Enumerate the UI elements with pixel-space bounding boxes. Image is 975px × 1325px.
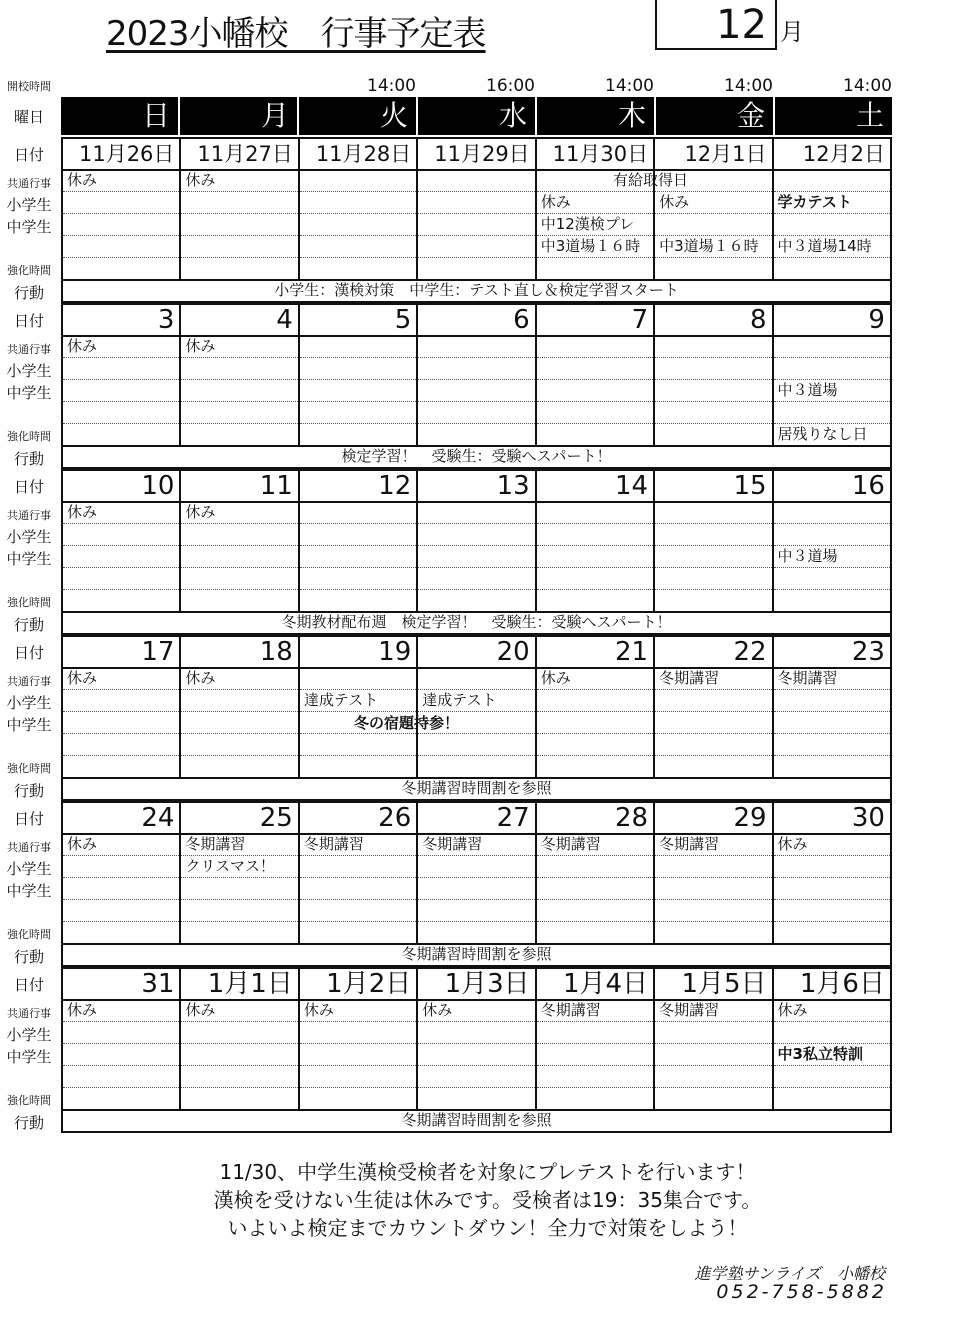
weekday-fri: 金 [656,97,775,135]
action-label: 行動 [13,782,44,800]
date-cell: 6 [418,305,536,335]
event-text: 中３道場 [777,381,838,399]
date-cell: 31 [63,969,181,999]
date-row [63,803,890,835]
event-text: 休み [303,1001,334,1019]
date-cell: 16 [851,471,885,501]
event-grid [63,169,890,281]
day-column [181,335,299,445]
date-cell: 22 [655,637,773,667]
action-label: 行動 [13,1114,44,1132]
event-text: 休み [67,171,98,189]
school-name: 進学塾サンライズ 小幡校 [694,1264,885,1283]
date-cell: 1月1日 [181,969,299,999]
common-label: 共通行事 [7,1007,51,1020]
event-text: 冬期講習 [659,669,720,687]
date-cell: 23 [851,637,885,667]
date-row [63,139,890,171]
event-text: 中12漢検プレ [540,215,635,233]
event-text: 冬期講習 [540,1001,601,1019]
elementary-label: 小学生 [6,196,52,214]
week-block [61,303,892,469]
junior-label: 中学生 [6,218,52,236]
date-cell: 7 [537,305,655,335]
day-column [300,999,418,1109]
event-grid [63,999,890,1111]
day-column [63,833,181,943]
day-column [655,667,773,777]
day-column [63,999,181,1109]
open-time-label: 開校時間 [7,80,51,93]
week-block [61,801,892,967]
day-column [774,169,890,279]
date-row [63,305,890,337]
event-text: 達成テスト [303,691,379,709]
date-cell: 1月2日 [300,969,418,999]
weekday-thu: 木 [537,97,656,135]
phone-number: 052-758-5882 [716,1281,887,1303]
date-cell: 24 [63,803,181,833]
day-column [655,501,773,611]
open-time-sat: 14:00 [843,76,892,96]
event-text: 冬期講習 [303,835,364,853]
day-column [181,833,299,943]
day-column [181,667,299,777]
day-column [63,169,181,279]
event-text: クリスマス！ [185,857,275,875]
event-text: 休み [777,835,808,853]
event-text: 休み [67,835,98,853]
event-text: 休み [185,337,216,355]
week-block [61,469,892,635]
intensive-label: 強化時間 [7,596,51,609]
day-column [655,999,773,1109]
date-cell: 29 [655,803,773,833]
event-text: 中3私立特訓 [777,1045,863,1063]
event-text: 達成テスト [422,691,497,709]
day-column [63,335,181,445]
junior-label: 中学生 [6,550,52,568]
day-column [774,999,890,1109]
elementary-label: 小学生 [6,528,52,546]
common-label: 共通行事 [7,841,51,854]
event-text: 冬期講習 [659,835,720,853]
event-text: 休み [185,1001,216,1019]
junior-label: 中学生 [6,1048,52,1066]
action-row: 小学生：漢検対策 中学生：テスト直し＆検定学習スタート [274,281,679,299]
day-column [418,833,536,943]
common-label: 共通行事 [7,509,51,522]
common-label: 共通行事 [7,177,51,190]
elementary-label: 小学生 [6,1026,52,1044]
week-block [61,137,892,303]
junior-label: 中学生 [6,882,52,900]
date-cell: 11 [181,471,299,501]
weekday-header [61,97,892,135]
action-label: 行動 [13,284,44,302]
day-column [774,501,890,611]
event-text: 学カテスト [777,193,852,211]
date-cell: 1月3日 [418,969,536,999]
event-text: 休み [422,1001,453,1019]
date-cell: 17 [63,637,181,667]
action-label: 行動 [13,450,44,468]
event-text: 冬期講習 [185,835,246,853]
day-column [655,833,773,943]
action-row: 検定学習！ 受験生：受験へスパート！ [341,447,612,465]
event-text: 休み [540,669,571,687]
weekday-mon: 月 [180,97,299,135]
action-row: 冬期講習時間割を参照 [401,1111,552,1129]
date-cell: 1月6日 [799,969,885,999]
date-cell: 30 [851,803,885,833]
notice-line-3: いよいよ検定までカウントダウン！全力で対策をしよう！ [227,1216,748,1240]
day-column [418,999,536,1109]
common-label: 共通行事 [7,343,51,356]
event-text: 休み [185,171,216,189]
date-row [63,637,890,669]
date-cell: 1月4日 [537,969,655,999]
day-column [63,501,181,611]
weekday-sun: 日 [61,97,180,135]
date-cell: 1月5日 [655,969,773,999]
date-row [63,969,890,1001]
date-cell: 8 [655,305,773,335]
date-cell: 15 [655,471,773,501]
open-time-tue: 14:00 [367,76,416,96]
junior-label: 中学生 [6,716,52,734]
month-number: 12 [716,2,767,48]
date-cell: 27 [418,803,536,833]
day-column [655,335,773,445]
intensive-label: 強化時間 [7,264,51,277]
day-column [537,335,655,445]
date-label: 日付 [13,976,44,994]
day-column [418,501,536,611]
action-row: 冬期講習時間割を参照 [401,945,552,963]
common-label: 共通行事 [7,675,51,688]
day-column [774,335,890,445]
day-column [537,999,655,1109]
elementary-label: 小学生 [6,362,52,380]
month-box [655,0,777,50]
date-row [63,471,890,503]
action-label: 行動 [13,948,44,966]
day-column [63,667,181,777]
event-grid [63,833,890,945]
weekday-wed: 水 [418,97,537,135]
event-text: 中3道場１６時 [659,237,759,255]
weekday-label: 曜日 [13,108,44,126]
date-cell: 4 [181,305,299,335]
event-grid [63,667,890,779]
event-text: 休み [67,669,98,687]
date-label: 日付 [13,810,44,828]
date-cell: 18 [181,637,299,667]
event-text: 休み [67,337,98,355]
weekday-tue: 火 [299,97,418,135]
day-column [418,169,536,279]
date-label: 日付 [13,312,44,330]
day-column [537,833,655,943]
open-time-fri: 14:00 [724,76,773,96]
date-label: 日付 [13,478,44,496]
date-cell: 5 [300,305,418,335]
page-title: 2023小幡校 行事予定表 [106,14,486,54]
day-column [537,501,655,611]
event-text: 中３道場 [777,547,838,565]
event-text: 休み [185,669,216,687]
intensive-label: 強化時間 [7,430,51,443]
day-column [300,501,418,611]
event-text: 中3道場１６時 [540,237,641,255]
action-row: 冬期講習時間割を参照 [401,779,552,797]
day-column [300,833,418,943]
event-text: 冬期講習 [422,835,483,853]
date-cell: 13 [418,471,536,501]
elementary-label: 小学生 [6,860,52,878]
intensive-label: 強化時間 [7,1094,51,1107]
event-text: 居残りなし日 [777,425,868,443]
date-cell: 11月27日 [181,139,299,169]
date-cell: 11月30日 [537,139,655,169]
event-text: 休み [67,503,98,521]
day-column [418,335,536,445]
date-cell: 11月29日 [418,139,536,169]
event-text: 休み [540,193,571,211]
date-cell: 12月2日 [802,142,885,166]
date-cell: 21 [537,637,655,667]
event-text: 休み [777,1001,808,1019]
notice-line-1: 11/30、中学生漢検受検者を対象にプレテストを行います！ [219,1160,756,1184]
paid-leave-event: 有給取得日 [613,171,689,189]
event-text: 冬期講習 [777,669,838,687]
date-label: 日付 [13,146,44,164]
date-cell: 20 [418,637,536,667]
event-grid [63,501,890,613]
date-cell: 10 [63,471,181,501]
date-cell: 19 [300,637,418,667]
notice-line-2: 漢検を受けない生徒は休みです。受検者は19：35集合です。 [213,1188,762,1212]
day-column [774,667,890,777]
date-cell: 9 [868,305,885,335]
homework-event: 冬の宿題持参！ [354,714,460,732]
date-cell: 28 [537,803,655,833]
event-text: 冬期講習 [659,1001,720,1019]
event-text: 中３道場14時 [777,237,872,255]
date-cell: 12月1日 [655,139,773,169]
month-label: 月 [780,18,804,46]
day-column [181,999,299,1109]
elementary-label: 小学生 [6,694,52,712]
day-column [181,501,299,611]
date-cell: 14 [537,471,655,501]
day-column [774,833,890,943]
event-text: 休み [659,193,690,211]
action-label: 行動 [13,616,44,634]
date-cell: 26 [300,803,418,833]
weekday-sat: 土 [855,99,884,132]
open-time-wed: 16:00 [486,76,535,96]
day-column [300,335,418,445]
date-cell: 12 [300,471,418,501]
date-label: 日付 [13,644,44,662]
action-row: 冬期教材配布週 検定学習！ 受験生：受験へスパート！ [281,613,672,631]
week-block [61,635,892,801]
event-text: 休み [67,1001,98,1019]
intensive-label: 強化時間 [7,928,51,941]
junior-label: 中学生 [6,384,52,402]
open-time-thu: 14:00 [605,76,654,96]
date-cell: 11月26日 [63,139,181,169]
day-column [300,169,418,279]
event-text: 休み [185,503,216,521]
event-grid [63,335,890,447]
event-text: 冬期講習 [540,835,601,853]
week-block [61,967,892,1133]
day-column [537,667,655,777]
date-cell: 3 [63,305,181,335]
day-column [181,169,299,279]
date-cell: 25 [181,803,299,833]
intensive-label: 強化時間 [7,762,51,775]
date-cell: 11月28日 [300,139,418,169]
